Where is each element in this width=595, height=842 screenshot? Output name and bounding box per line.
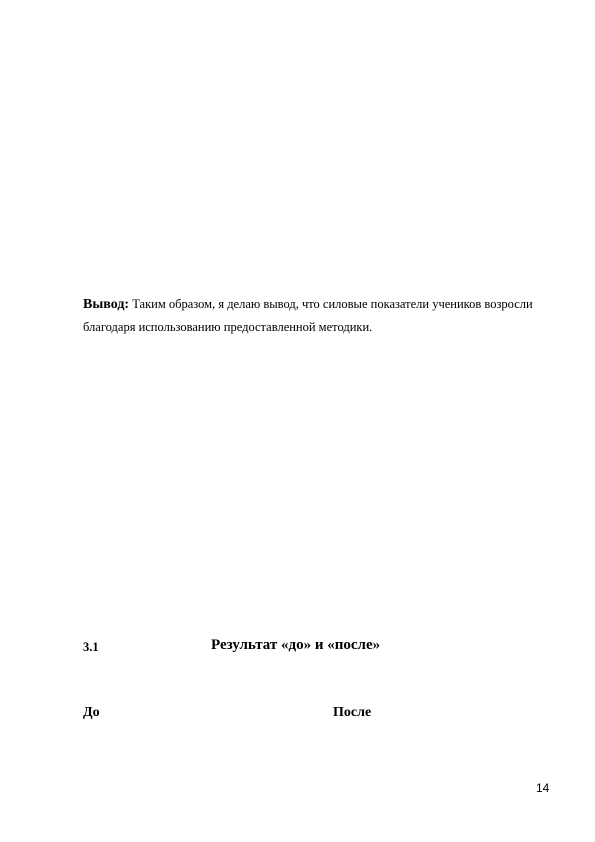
conclusion-lead: Вывод: [83, 297, 130, 312]
after-label: После [333, 705, 372, 720]
conclusion-paragraph [83, 293, 543, 338]
section-title: Результат «до» и «после» [211, 637, 381, 653]
before-label: До [83, 705, 100, 720]
conclusion-text: Таким образом, я делаю вывод, что силовые показатели учеников возросли благодаря использованию предоставленной методики. [83, 297, 533, 334]
page-number: 14 [536, 781, 550, 795]
section-number: 3.1 [83, 640, 99, 654]
